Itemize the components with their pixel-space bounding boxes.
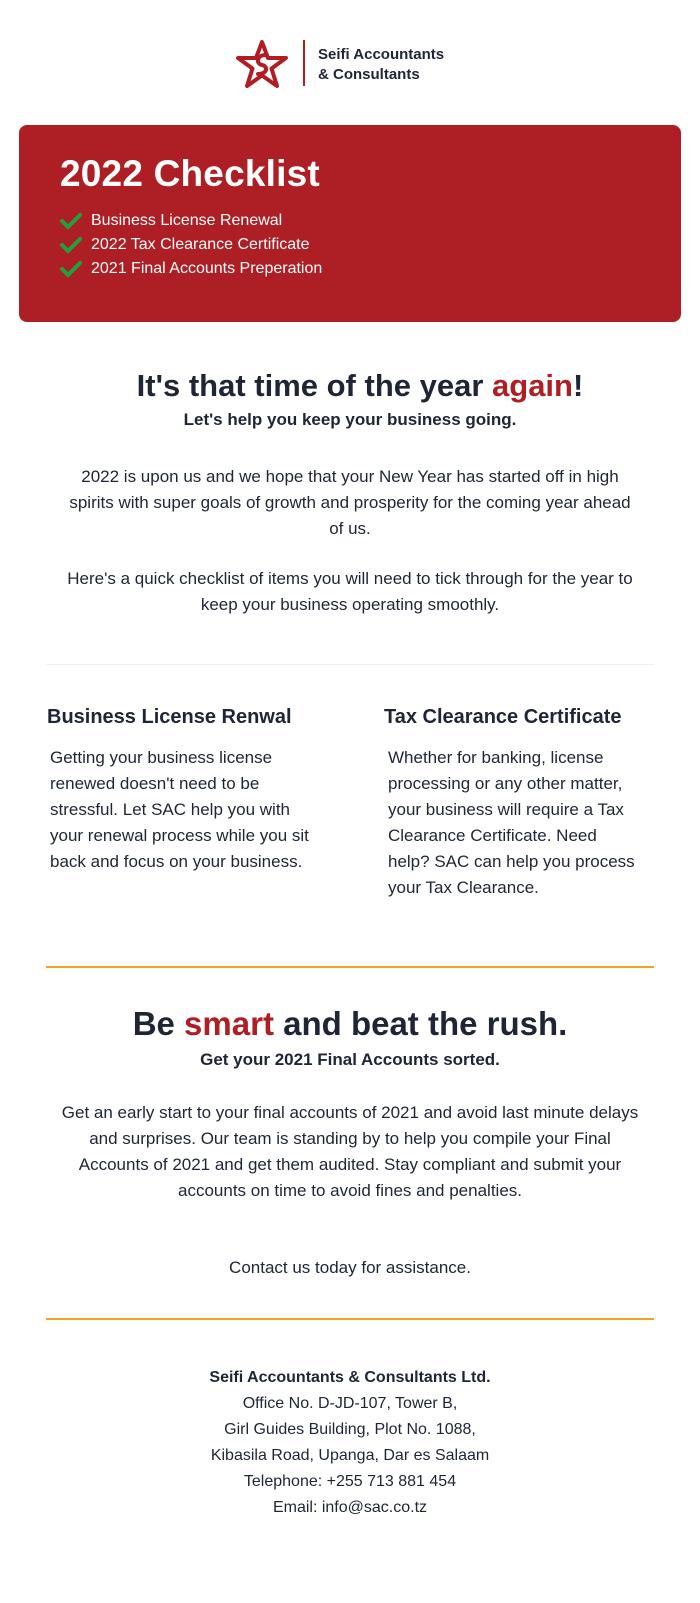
checkmark-icon [60, 260, 82, 278]
tax-clearance-text: Whether for banking, license processing or any other matter, your business will require a Tax Clearance Certificate. Need help? SAC can help you process your Tax Clearance. [388, 748, 635, 897]
footer-address [0, 1365, 700, 1521]
footer-telephone: Telephone: +255 713 881 454 [243, 1473, 457, 1490]
intro-paragraph-1: 2022 is upon us and we hope that your New Year has started off in high spirits with super goals of growth and prosperity for the coming year ahead of us. [69, 467, 631, 538]
logo-line-1: Seifi Accountants [318, 46, 445, 63]
checkmark-icon [60, 212, 82, 230]
footer-line-2: Girl Guides Building, Plot No. 1088, [224, 1421, 476, 1438]
checklist-item-label: Business License Renewal [91, 212, 283, 229]
license-renewal-heading: Business License Renwal [47, 706, 292, 728]
hero-banner [19, 125, 681, 322]
intro-heading-accent: again [492, 368, 573, 403]
rush-heading-end: and beat the rush. [273, 1005, 568, 1042]
checklist [60, 209, 322, 281]
checklist-item [60, 233, 322, 257]
section-divider [46, 664, 654, 665]
checklist-item-label: 2021 Final Accounts Preperation [91, 260, 323, 277]
hero-title: 2022 Checklist [60, 153, 320, 194]
star-logo-icon [236, 40, 288, 90]
logo-wordmark [318, 45, 444, 85]
intro-heading [0, 368, 700, 404]
checkmark-icon [60, 236, 82, 254]
checklist-item-label: 2022 Tax Clearance Certificate [91, 236, 310, 253]
gold-divider [46, 1318, 654, 1320]
checklist-item [60, 257, 322, 281]
footer-line-1: Office No. D-JD-107, Tower B, [242, 1395, 458, 1412]
rush-heading-start: Be [132, 1005, 185, 1042]
intro-paragraph-2: Here's a quick checklist of items you will need to tick through for the year to keep your business operating smoothly. [67, 569, 633, 614]
checklist-item [60, 209, 322, 233]
intro-heading-start: It's that time of the year [136, 368, 493, 403]
rush-paragraph: Get an early start to your final accounts of 2021 and avoid last minute delays and surprises. Our team is standing by to help you compile your Final Accounts of 2021 and get them audited. Stay compliant and submit your accounts on time to avoid fines and penalties. [61, 1103, 639, 1200]
header [0, 38, 700, 90]
footer-email[interactable]: Email: info@sac.co.tz [272, 1499, 428, 1516]
logo-line-2: & Consultants [318, 66, 420, 83]
logo-divider [303, 40, 305, 86]
tax-clearance-heading: Tax Clearance Certificate [384, 706, 622, 728]
intro-heading-end: ! [572, 368, 584, 403]
footer-company: Seifi Accountants & Consultants Ltd. [209, 1369, 491, 1386]
rush-subheading: Get your 2021 Final Accounts sorted. [200, 1050, 500, 1069]
license-renewal-text: Getting your business license renewed doesn't need to be stressful. Let SAC help you with your renewal process while you sit back and focus on your business. [50, 748, 309, 871]
rush-heading-accent: smart [184, 1005, 274, 1042]
intro-subheading: Let's help you keep your business going. [183, 410, 517, 429]
contact-line: Contact us today for assistance. [229, 1258, 471, 1277]
rush-heading [0, 1005, 700, 1043]
gold-divider [46, 966, 654, 968]
footer-line-3: Kibasila Road, Upanga, Dar es Salaam [210, 1447, 490, 1464]
